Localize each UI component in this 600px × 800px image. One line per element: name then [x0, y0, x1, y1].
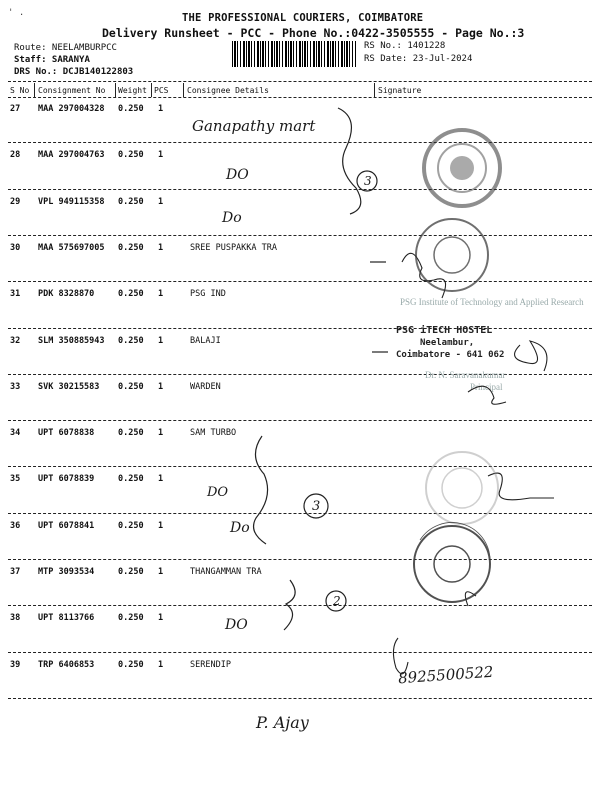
row-weight: 0.250	[118, 381, 144, 392]
row-consignment-no: SVK 30215583	[38, 381, 100, 392]
count-circle	[304, 494, 328, 518]
rs-date: RS Date: 23-Jul-2024	[364, 54, 473, 64]
row-sno: 32	[10, 335, 21, 346]
signature-squiggle	[393, 638, 408, 674]
stamp-hostel-city: Coimbatore - 641 062	[396, 350, 505, 360]
row-weight: 0.250	[118, 289, 144, 300]
row-weight: 0.250	[118, 520, 144, 531]
circled-count: 3	[364, 174, 372, 188]
handwritten-do: Do	[230, 520, 250, 536]
col-header-consignment: Consignment No	[38, 86, 106, 95]
row-consignment-no: UPT 6078839	[38, 474, 95, 485]
row-pcs: 1	[158, 150, 164, 161]
row-weight: 0.250	[118, 567, 144, 577]
row-consignee: WARDEN	[190, 381, 221, 392]
handwritten-do: DO	[207, 485, 229, 500]
row-weight: 0.250	[118, 428, 144, 439]
handwritten-ganapathy-mart: Ganapathy mart	[192, 117, 316, 135]
count-circle	[326, 591, 346, 611]
stamp-institute-line: PSG Institute of Technology and Applied Research	[400, 297, 584, 307]
row-pcs: 1	[158, 613, 164, 624]
row-consignee: SREE PUSPAKKA TRA	[190, 242, 277, 253]
handwritten-phone-number: 8925500522	[397, 662, 494, 688]
row-consignee: BALAJI	[190, 335, 221, 346]
stamp-top-right	[424, 130, 500, 206]
row-consignment-no: MAA 575697005	[38, 242, 105, 253]
col-header-pcs: PCS	[154, 86, 169, 95]
row-weight: 0.250	[118, 242, 144, 253]
row-consignment-no: UPT 8113766	[38, 613, 95, 624]
row-sno: 34	[10, 428, 21, 439]
brace-mark	[284, 580, 295, 630]
row-pcs: 1	[158, 335, 164, 346]
row-sno: 37	[10, 567, 21, 577]
row-sno: 33	[10, 381, 21, 392]
row-sno: 30	[10, 242, 21, 253]
row-pcs: 1	[158, 289, 164, 300]
handwritten-do: DO	[226, 167, 249, 183]
handwritten-do: DO	[225, 617, 248, 633]
route-label: Route: NEELAMBURPCC	[14, 43, 117, 53]
row-weight: 0.250	[118, 659, 144, 670]
rs-number: RS No.: 1401228	[364, 41, 446, 51]
stamp-hostel-name: PSG iTECH HOSTEL	[396, 325, 493, 336]
row-pcs: 1	[158, 381, 164, 392]
count-circle	[357, 171, 377, 191]
row-consignee: SERENDIP	[190, 659, 231, 670]
row-consignee: SAM TURBO	[190, 428, 237, 439]
row-sno: 31	[10, 289, 21, 300]
row-pcs: 1	[158, 520, 164, 531]
row-sno: 28	[10, 150, 21, 161]
row-pcs: 1	[158, 196, 164, 207]
brace-mark	[254, 436, 268, 544]
row-sno: 27	[10, 104, 21, 114]
signature-squiggle	[515, 341, 547, 371]
runsheet-subtitle: Delivery Runsheet - PCC - Phone No.:0422-3505555 - Page No.:3	[102, 26, 525, 40]
row-sno: 36	[10, 520, 21, 531]
signature-squiggle	[402, 253, 446, 298]
row-consignment-no: UPT 6078841	[38, 520, 95, 531]
col-header-sno: S No	[10, 86, 30, 95]
row-weight: 0.250	[118, 474, 144, 485]
row-pcs: 1	[158, 659, 164, 670]
row-consignment-no: UPT 6078838	[38, 428, 95, 439]
row-sno: 35	[10, 474, 21, 485]
row-sno: 38	[10, 613, 21, 624]
stamp-sam-turbo	[426, 452, 498, 524]
col-header-signature: Signature	[378, 86, 422, 95]
staff-label: Staff: SARANYA	[14, 55, 90, 65]
handwritten-footer-signature: P. Ajay	[256, 713, 309, 732]
row-sno: 29	[10, 196, 21, 207]
stamp-pushpaka	[416, 219, 488, 291]
row-pcs: 1	[158, 428, 164, 439]
stamp-hostel-place: Neelambur,	[420, 338, 475, 348]
row-consignment-no: MAA 297004763	[38, 150, 105, 161]
row-consignee: THANGAMMAN TRA	[190, 567, 262, 577]
row-pcs: 1	[158, 242, 164, 253]
row-pcs: 1	[158, 104, 164, 114]
row-weight: 0.250	[118, 335, 144, 346]
company-title: THE PROFESSIONAL COURIERS, COIMBATORE	[182, 12, 424, 24]
signature-squiggle	[338, 108, 361, 214]
row-weight: 0.250	[118, 104, 144, 114]
stamp-principal-name: Dr. N. Saravanakumar	[425, 370, 506, 380]
handwritten-do: Do	[222, 210, 242, 226]
row-consignment-no: MAA 297004328	[38, 104, 105, 114]
row-weight: 0.250	[118, 150, 144, 161]
row-consignee: PSG IND	[190, 289, 226, 300]
row-consignment-no: TRP 6406853	[38, 659, 95, 670]
row-weight: 0.250	[118, 613, 144, 624]
stamp-principal-title: Principal	[470, 382, 503, 392]
corner-mark: ' .	[8, 8, 25, 18]
circled-count: 3	[312, 499, 321, 514]
row-pcs: 1	[158, 567, 164, 577]
col-header-consignee: Consignee Details	[187, 86, 269, 95]
drs-label: DRS No.: DCJB140122803	[14, 67, 134, 77]
stamp-thangamman	[414, 522, 490, 602]
row-consignment-no: PDK 8328870	[38, 289, 95, 300]
row-pcs: 1	[158, 474, 164, 485]
row-consignment-no: MTP 3093534	[38, 567, 95, 577]
circled-count: 2	[333, 594, 341, 608]
row-consignment-no: SLM 350885943	[38, 335, 105, 346]
signature-squiggle	[468, 386, 506, 404]
row-weight: 0.250	[118, 196, 144, 207]
row-sno: 39	[10, 659, 21, 670]
col-header-weight: Weight	[118, 86, 147, 95]
row-consignment-no: VPL 949115358	[38, 196, 105, 207]
